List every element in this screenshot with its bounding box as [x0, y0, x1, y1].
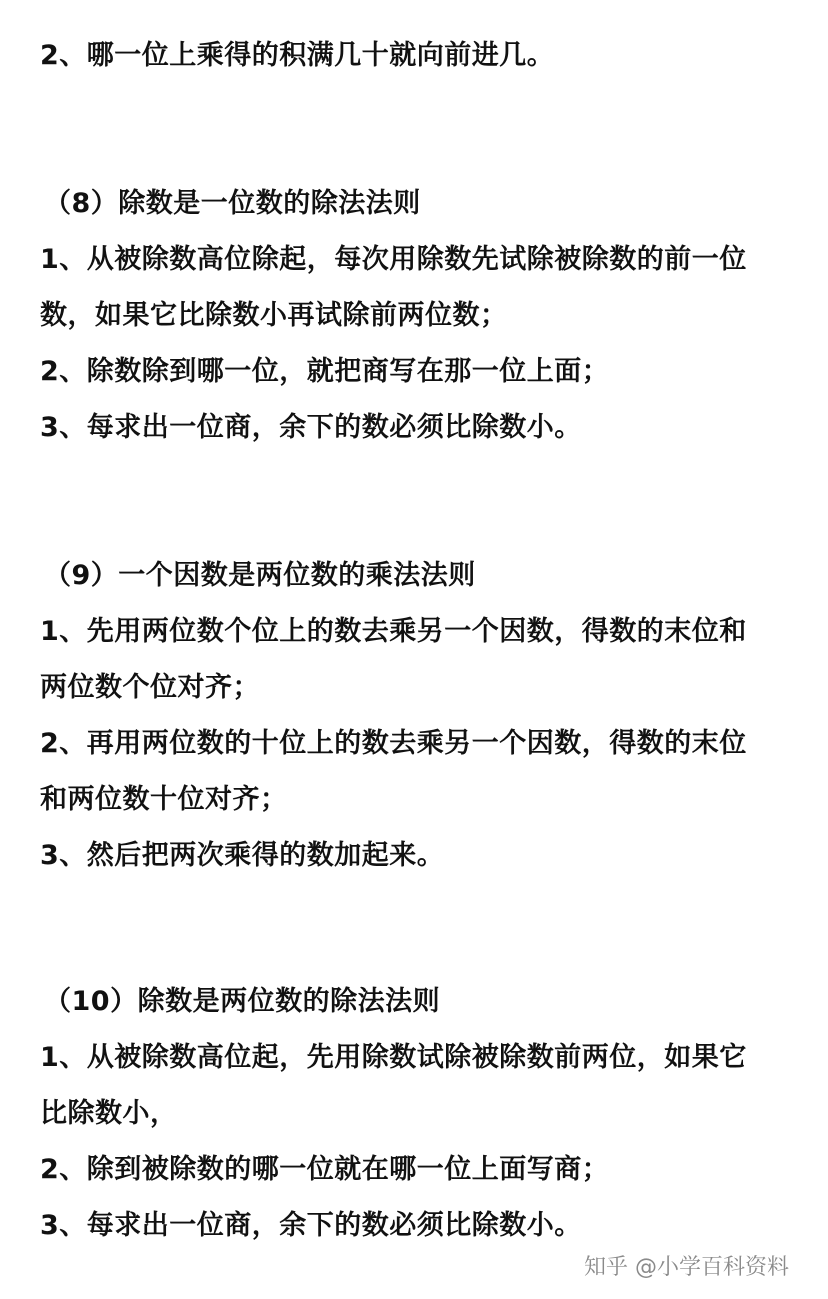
- text-line: 3、每求出一位商，余下的数必须比除数小。: [40, 412, 582, 443]
- text-line: 1、先用两位数个位上的数去乘另一个因数，得数的末位和: [40, 616, 747, 647]
- section-heading: （8）除数是一位数的除法法则: [44, 188, 421, 219]
- text-line: 2、再用两位数的十位上的数去乘另一个因数，得数的末位: [40, 728, 747, 759]
- text-line: 3、每求出一位商，余下的数必须比除数小。: [40, 1210, 582, 1241]
- text-line: 两位数个位对齐；: [40, 672, 260, 703]
- text-line: 2、除数除到哪一位，就把商写在那一位上面；: [40, 356, 610, 387]
- text-line: 数，如果它比除数小再试除前两位数；: [40, 300, 508, 331]
- watermark: 知乎 @小学百科资料: [584, 1255, 789, 1280]
- section-heading: （10）除数是两位数的除法法则: [44, 986, 441, 1017]
- text-line: 1、从被除数高位除起，每次用除数先试除被除数的前一位: [40, 244, 747, 275]
- text-line: 1、从被除数高位起，先用除数试除被除数前两位，如果它: [40, 1042, 747, 1073]
- text-line: 2、哪一位上乘得的积满几十就向前进几。: [40, 40, 555, 71]
- text-line: 和两位数十位对齐；: [40, 784, 288, 815]
- text-line: 比除数小，: [40, 1098, 178, 1129]
- text-line: 2、除到被除数的哪一位就在哪一位上面写商；: [40, 1154, 610, 1185]
- text-line: 3、然后把两次乘得的数加起来。: [40, 840, 445, 871]
- section-heading: （9）一个因数是两位数的乘法法则: [44, 560, 476, 591]
